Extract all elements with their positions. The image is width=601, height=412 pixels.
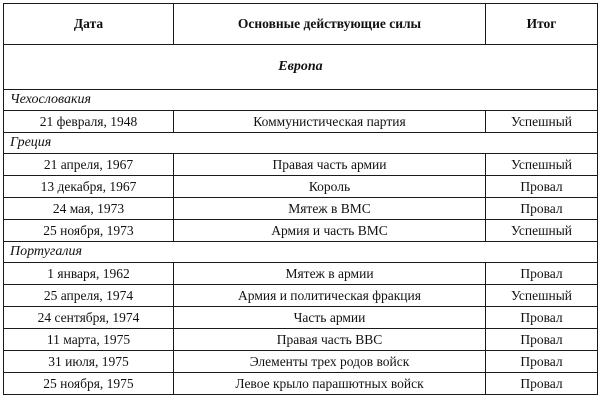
header-result: Итог — [486, 4, 598, 45]
table-row — [4, 285, 598, 307]
table-row — [4, 263, 598, 285]
country-row — [4, 90, 598, 111]
cell-date: 31 июля, 1975 — [4, 351, 174, 373]
header-date: Дата — [4, 4, 174, 45]
country-name: Чехословакия — [4, 90, 598, 111]
cell-result: Провал — [486, 373, 598, 395]
table-row — [4, 176, 598, 198]
cell-forces: Часть армии — [174, 307, 486, 329]
cell-forces: Мятеж в армии — [174, 263, 486, 285]
header-forces: Основные действующие силы — [174, 4, 486, 45]
cell-forces: Коммунистическая партия — [174, 111, 486, 133]
region-row — [4, 45, 598, 90]
table-row — [4, 329, 598, 351]
cell-result: Провал — [486, 307, 598, 329]
table-row — [4, 198, 598, 220]
table-row — [4, 111, 598, 133]
cell-date: 25 апреля, 1974 — [4, 285, 174, 307]
table-row — [4, 220, 598, 242]
country-row — [4, 242, 598, 263]
table-row — [4, 373, 598, 395]
cell-result: Успешный — [486, 111, 598, 133]
table-row — [4, 307, 598, 329]
cell-date: 21 февраля, 1948 — [4, 111, 174, 133]
header-row — [4, 4, 598, 45]
cell-forces: Левое крыло парашютных войск — [174, 373, 486, 395]
cell-date: 24 мая, 1973 — [4, 198, 174, 220]
cell-forces: Правая часть армии — [174, 154, 486, 176]
cell-date: 25 ноября, 1973 — [4, 220, 174, 242]
cell-result: Успешный — [486, 285, 598, 307]
country-name: Португалия — [4, 242, 598, 263]
cell-date: 1 января, 1962 — [4, 263, 174, 285]
coups-table — [3, 3, 598, 395]
cell-date: 24 сентября, 1974 — [4, 307, 174, 329]
cell-forces: Элементы трех родов войск — [174, 351, 486, 373]
cell-result: Провал — [486, 176, 598, 198]
cell-result: Провал — [486, 329, 598, 351]
table-row — [4, 154, 598, 176]
cell-result: Успешный — [486, 220, 598, 242]
cell-date: 25 ноября, 1975 — [4, 373, 174, 395]
country-name: Греция — [4, 133, 598, 154]
cell-result: Провал — [486, 198, 598, 220]
cell-forces: Мятеж в ВМС — [174, 198, 486, 220]
cell-forces: Армия и часть ВМС — [174, 220, 486, 242]
country-row — [4, 133, 598, 154]
cell-forces: Король — [174, 176, 486, 198]
region-title: Европа — [4, 45, 598, 90]
cell-forces: Армия и политическая фракция — [174, 285, 486, 307]
cell-date: 13 декабря, 1967 — [4, 176, 174, 198]
cell-result: Успешный — [486, 154, 598, 176]
cell-result: Провал — [486, 263, 598, 285]
cell-date: 21 апреля, 1967 — [4, 154, 174, 176]
table-row — [4, 351, 598, 373]
cell-date: 11 марта, 1975 — [4, 329, 174, 351]
cell-forces: Правая часть ВВС — [174, 329, 486, 351]
cell-result: Провал — [486, 351, 598, 373]
